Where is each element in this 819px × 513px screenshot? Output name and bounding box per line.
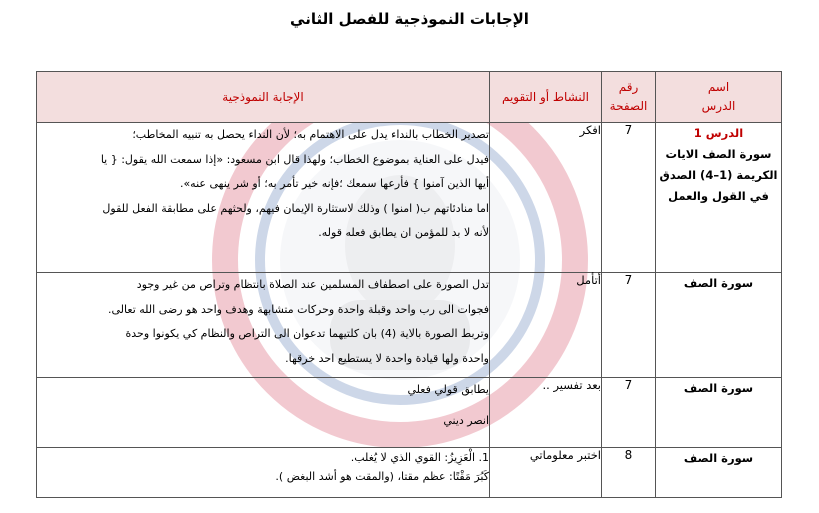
activity-cell: افكر [490,123,602,273]
answer-cell: 1. الْعَزِيزُ: القوي الذي لا يُغلب. كَبُرَ مَقْتًا: عظم مقتا، (والمقت هو أشد البغض ). [37,448,490,498]
table-header-row [37,72,782,123]
header-lesson-name: اسم الدرس [656,72,782,123]
lesson-cell: سورة الصف [656,448,782,498]
table-row [37,273,782,378]
answer-cell: يطابق قولي فعلي انصر ديني [37,378,490,448]
header-activity: النشاط أو التقويم [490,72,602,123]
header-model-answer: الإجابة النموذجية [37,72,490,123]
activity-cell: بعد تفسير .. [490,378,602,448]
table-row [37,448,782,498]
page-cell: 8 [602,448,656,498]
answer-cell: تصدير الخطاب بالنداء يدل على الاهتمام به؛ لأن النداء يحصل به تنبيه المخاطب؛ فيدل على العناية بموضوع الخطاب؛ ولهذا قال ابن مسعود: «إذا سمعت الله يقول: { يا أيها الذين آمنوا } فأرعها سمعك ؛فإنه خير تأمر به؛ أو شر ينهى عنه». اما منادئاتهم ب( امنوا ) وذلك لاستثارة الإيمان فيهم، ولحثهم على مطابقة الفعل للقول لأنه لا بد للمؤمن ان يطابق فعله قوله. [37,123,490,273]
lesson-cell: سورة الصف [656,378,782,448]
lesson-cell: سورة الصف [656,273,782,378]
page-cell: 7 [602,378,656,448]
table-row [37,123,782,273]
activity-cell: أتأمل [490,273,602,378]
answers-table [36,71,782,498]
page-title: الإجابات النموذجية للفصل الثاني [290,10,529,28]
lesson-number: الدرس 1 [693,126,744,140]
page-cell: 7 [602,123,656,273]
table-row [37,378,782,448]
header-page-number: رقم الصفحة [602,72,656,123]
activity-cell: اختبر معلوماتي [490,448,602,498]
answer-cell: تدل الصورة على اصطفاف المسلمين عند الصلاة بانتظام وتراص من غير وجود فجوات الى رب واحد وقبلة واحدة وحركات متشابهة وهدف واحد هو رضى الله تعالى. وتربط الصورة بالاية (4) بان كلتيهما تدعوان الى التراص والنظام كي يكونوا وحدة واحدة ولها قيادة واحدة لا يستطيع احد خرقها. [37,273,490,378]
page-cell: 7 [602,273,656,378]
lesson-cell: الدرس 1 سورة الصف الايات الكريمة (1–4) الصدق في القول والعمل [656,123,782,273]
